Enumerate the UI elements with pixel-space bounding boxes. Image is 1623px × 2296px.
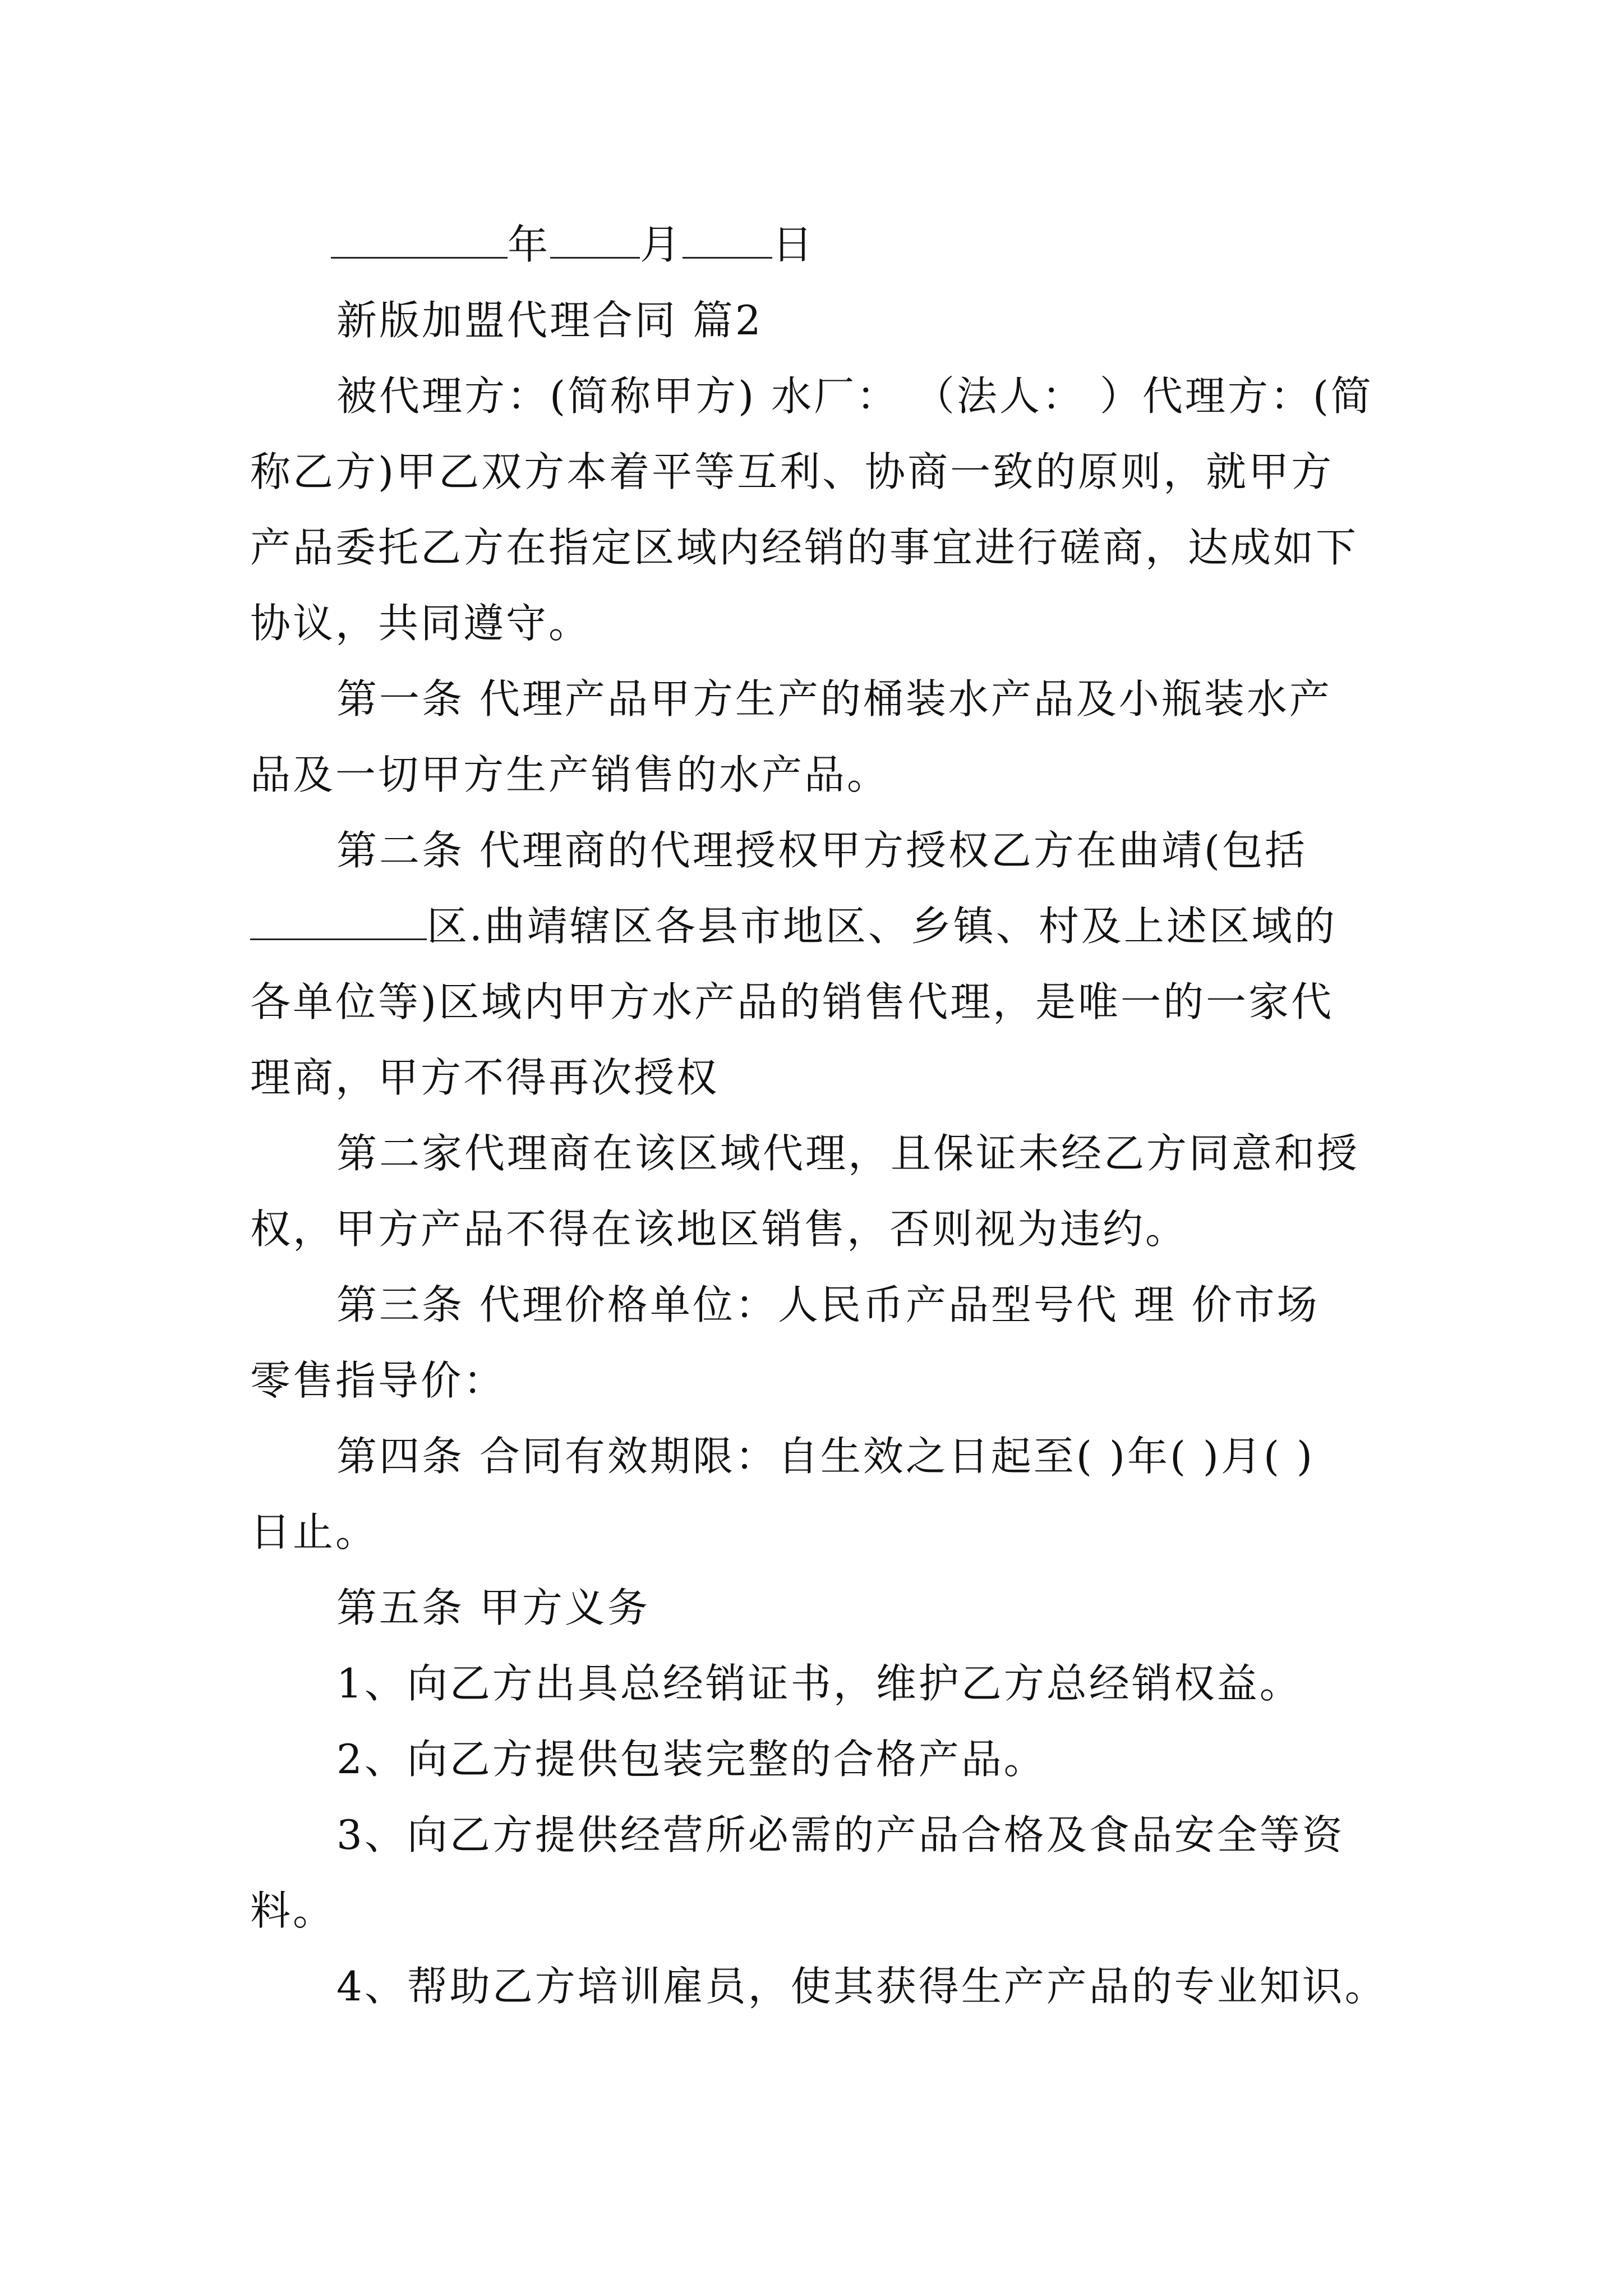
area-blank[interactable] (250, 899, 427, 940)
article-2b-line-2: 权，甲方产品不得在该地区销售，否则视为违约。 (250, 1205, 1188, 1253)
article-4-line-1: 第四条 合同有效期限：自生效之日起至( )年( )月( ) (336, 1433, 1315, 1480)
year-label: 年 (508, 221, 551, 268)
article-5-heading: 第五条 甲方义务 (336, 1584, 650, 1631)
article-2-line-3: 各单位等)区域内甲方水产品的销售代理，是唯一的一家代 (250, 978, 1334, 1025)
list-item-3: 3、向乙方提供经营所必需的产品合格及食品安全等资 (336, 1811, 1345, 1858)
article-2-line-2-text: 区.曲靖辖区各县市地区、乡镇、村及上述区域的 (427, 903, 1337, 950)
list-item-2: 2、向乙方提供包装完整的合格产品。 (336, 1736, 1046, 1783)
article-2b-line-1: 第二家代理商在该区域代理，且保证未经乙方同意和授 (336, 1130, 1360, 1177)
article-2-line-2 (250, 899, 1337, 953)
article-2-line-4: 理商，甲方不得再次授权 (250, 1054, 720, 1101)
list-item-1: 1、向乙方出具总经销证书，维护乙方总经销权益。 (336, 1660, 1302, 1707)
day-label: 日 (772, 221, 815, 268)
list-item-4: 4、帮助乙方培训雇员，使其获得生产产品的专业知识。 (336, 1963, 1387, 2010)
article-3-line-1: 第三条 代理价格单位：人民币产品型号代 理 价市场 (336, 1281, 1320, 1328)
month-blank[interactable] (550, 218, 640, 259)
article-4-line-2: 日止。 (250, 1508, 379, 1556)
section-title: 新版加盟代理合同 篇2 (336, 297, 763, 344)
article-2-line-1: 第二条 代理商的代理授权甲方授权乙方在曲靖(包括 (336, 827, 1307, 874)
intro-line-1: 被代理方：(简称甲方) 水厂： （法人： ）代理方：(简 (336, 372, 1373, 420)
intro-line-4: 协议，共同遵守。 (250, 600, 592, 647)
article-1-line-1: 第一条 代理产品甲方生产的桶装水产品及小瓶装水产 (336, 675, 1332, 723)
month-label: 月 (640, 221, 683, 268)
day-blank[interactable] (683, 218, 772, 259)
list-item-3-continued: 料。 (250, 1887, 336, 1934)
intro-line-2: 称乙方)甲乙双方本着平等互利、协商一致的原则，就甲方 (250, 448, 1334, 495)
article-3-line-2: 零售指导价： (250, 1357, 506, 1404)
article-1-line-2: 品及一切甲方生产销售的水产品。 (250, 751, 890, 798)
year-blank[interactable] (331, 218, 508, 259)
intro-line-3: 产品委托乙方在指定区域内经销的事宜进行磋商，达成如下 (250, 524, 1359, 571)
date-line (331, 218, 815, 272)
